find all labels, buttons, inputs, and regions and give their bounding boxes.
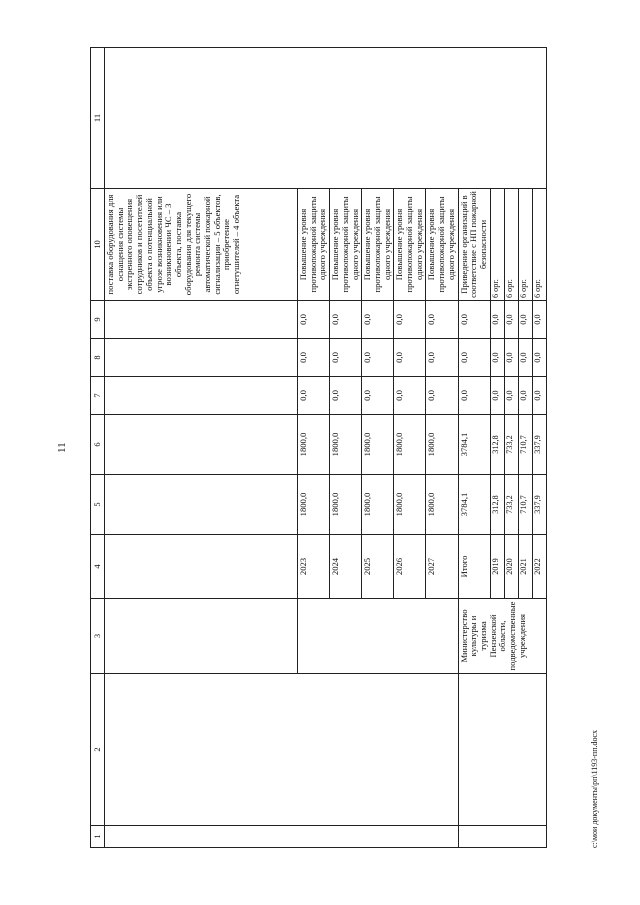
total-cell: 733,2	[504, 475, 518, 535]
federal-cell: 0,0	[298, 377, 330, 415]
total-cell: 710,7	[518, 475, 532, 535]
local-cell: 0,0	[298, 339, 330, 377]
footer-file-path: c:\мои документы\рп\1193-пп.docx	[590, 729, 599, 848]
total-cell: 312,8	[490, 475, 504, 535]
cell-col6	[105, 415, 298, 475]
federal-cell: 0,0	[518, 377, 532, 415]
year-cell: 2025	[362, 535, 394, 599]
cell-col11	[105, 48, 547, 189]
other-cell: 0,0	[362, 301, 394, 339]
cell-col3	[105, 599, 298, 674]
cell-col2	[105, 674, 459, 826]
total-cell: 1800,0	[394, 475, 426, 535]
department-cell: Министерство культуры и туризма Пензенской области, подведомственные учреждения	[458, 599, 546, 674]
year-cell: 2019	[490, 535, 504, 599]
cell-col1	[105, 826, 459, 848]
rotated-table-container	[90, 48, 585, 848]
col-num-4: 4	[91, 535, 105, 599]
federal-cell: 0,0	[504, 377, 518, 415]
cell-col9	[105, 301, 298, 339]
federal-cell: 0,0	[426, 377, 458, 415]
other-cell: 0,0	[504, 301, 518, 339]
total-cell: 3784,1	[458, 475, 490, 535]
col-num-10: 10	[91, 189, 105, 301]
column-number-row	[91, 48, 105, 848]
year-cell: 2027	[426, 535, 458, 599]
continuation-row	[105, 48, 298, 848]
indicator-cell: Повышение уровня противопожарной защиты одного учреждения	[362, 189, 394, 301]
local-cell: 0,0	[532, 339, 546, 377]
col-num-1: 1	[91, 826, 105, 848]
col-num-6: 6	[91, 415, 105, 475]
cell-col8	[105, 339, 298, 377]
total-cell: 1800,0	[298, 475, 330, 535]
col-num-5: 5	[91, 475, 105, 535]
indicator-cell: Повышение уровня противопожарной защиты одного учреждения	[330, 189, 362, 301]
year-cell: 2023	[298, 535, 330, 599]
year-cell: 2022	[532, 535, 546, 599]
local-cell: 0,0	[490, 339, 504, 377]
total-cell: 1800,0	[426, 475, 458, 535]
cell-col4	[105, 535, 298, 599]
indicator-cell: 6 орг.	[490, 189, 504, 301]
col-num-3: 3	[91, 599, 105, 674]
budget-cell: 710,7	[518, 415, 532, 475]
page-number: 11	[56, 442, 68, 453]
col-num-9: 9	[91, 301, 105, 339]
other-cell: 0,0	[394, 301, 426, 339]
federal-cell: 0,0	[490, 377, 504, 415]
cell-col7	[105, 377, 298, 415]
total-cell: 337,9	[532, 475, 546, 535]
budget-cell: 1800,0	[298, 415, 330, 475]
col-num-7: 7	[91, 377, 105, 415]
indicator-cell: 6 орг.	[518, 189, 532, 301]
local-cell: 0,0	[330, 339, 362, 377]
year-cell: 2020	[504, 535, 518, 599]
year-cell: Итого	[458, 535, 490, 599]
cell-col5	[105, 475, 298, 535]
budget-cell: 1800,0	[394, 415, 426, 475]
indicator-cell: Повышение уровня противопожарной защиты одного учреждения	[426, 189, 458, 301]
budget-cell: 733,2	[504, 415, 518, 475]
indicator-cell: 6 орг.	[504, 189, 518, 301]
total-cell: 1800,0	[362, 475, 394, 535]
other-cell: 0,0	[330, 301, 362, 339]
col-num-11: 11	[91, 48, 105, 189]
col1-bottom	[458, 826, 546, 848]
budget-cell: 312,8	[490, 415, 504, 475]
federal-cell: 0,0	[394, 377, 426, 415]
other-cell: 0,0	[532, 301, 546, 339]
budget-cell: 3784,1	[458, 415, 490, 475]
federal-cell: 0,0	[362, 377, 394, 415]
col2-bottom	[458, 674, 546, 826]
budget-cell: 1800,0	[426, 415, 458, 475]
col-num-2: 2	[91, 674, 105, 826]
other-cell: 0,0	[518, 301, 532, 339]
other-cell: 0,0	[298, 301, 330, 339]
budget-cell: 1800,0	[330, 415, 362, 475]
year-cell: 2021	[518, 535, 532, 599]
local-cell: 0,0	[426, 339, 458, 377]
year-cell: 2026	[394, 535, 426, 599]
local-cell: 0,0	[458, 339, 490, 377]
local-cell: 0,0	[504, 339, 518, 377]
budget-cell: 337,9	[532, 415, 546, 475]
other-cell: 0,0	[490, 301, 504, 339]
federal-cell: 0,0	[458, 377, 490, 415]
indicator-cell: Приведение организаций в соответствие с НП пожарной безопасности	[458, 189, 490, 301]
col-num-8: 8	[91, 339, 105, 377]
other-cell: 0,0	[426, 301, 458, 339]
federal-cell: 0,0	[330, 377, 362, 415]
other-cell: 0,0	[458, 301, 490, 339]
program-table	[90, 47, 547, 848]
local-cell: 0,0	[362, 339, 394, 377]
local-cell: 0,0	[518, 339, 532, 377]
cell-col3-blank	[298, 599, 459, 674]
year-cell: 2024	[330, 535, 362, 599]
continuation-text: поставка оборудования для оснащения системы экстренного оповещения сотрудников и посетителей объекта о потенциальной угрозе возникновения или возникновении ЧС – 3 объекта, поставка оборудования для текущего ремонта системы автоматической пожарной сигнализации – 5 объектов, приобретение огнетушителей – 4 объекта	[105, 189, 298, 301]
federal-cell: 0,0	[532, 377, 546, 415]
total-cell: 1800,0	[330, 475, 362, 535]
indicator-cell: Повышение уровня противопожарной защиты одного учреждения	[394, 189, 426, 301]
indicator-cell: Повышение уровня противопожарной защиты одного учреждения	[298, 189, 330, 301]
indicator-cell: 6 орг.	[532, 189, 546, 301]
budget-cell: 1800,0	[362, 415, 394, 475]
local-cell: 0,0	[394, 339, 426, 377]
